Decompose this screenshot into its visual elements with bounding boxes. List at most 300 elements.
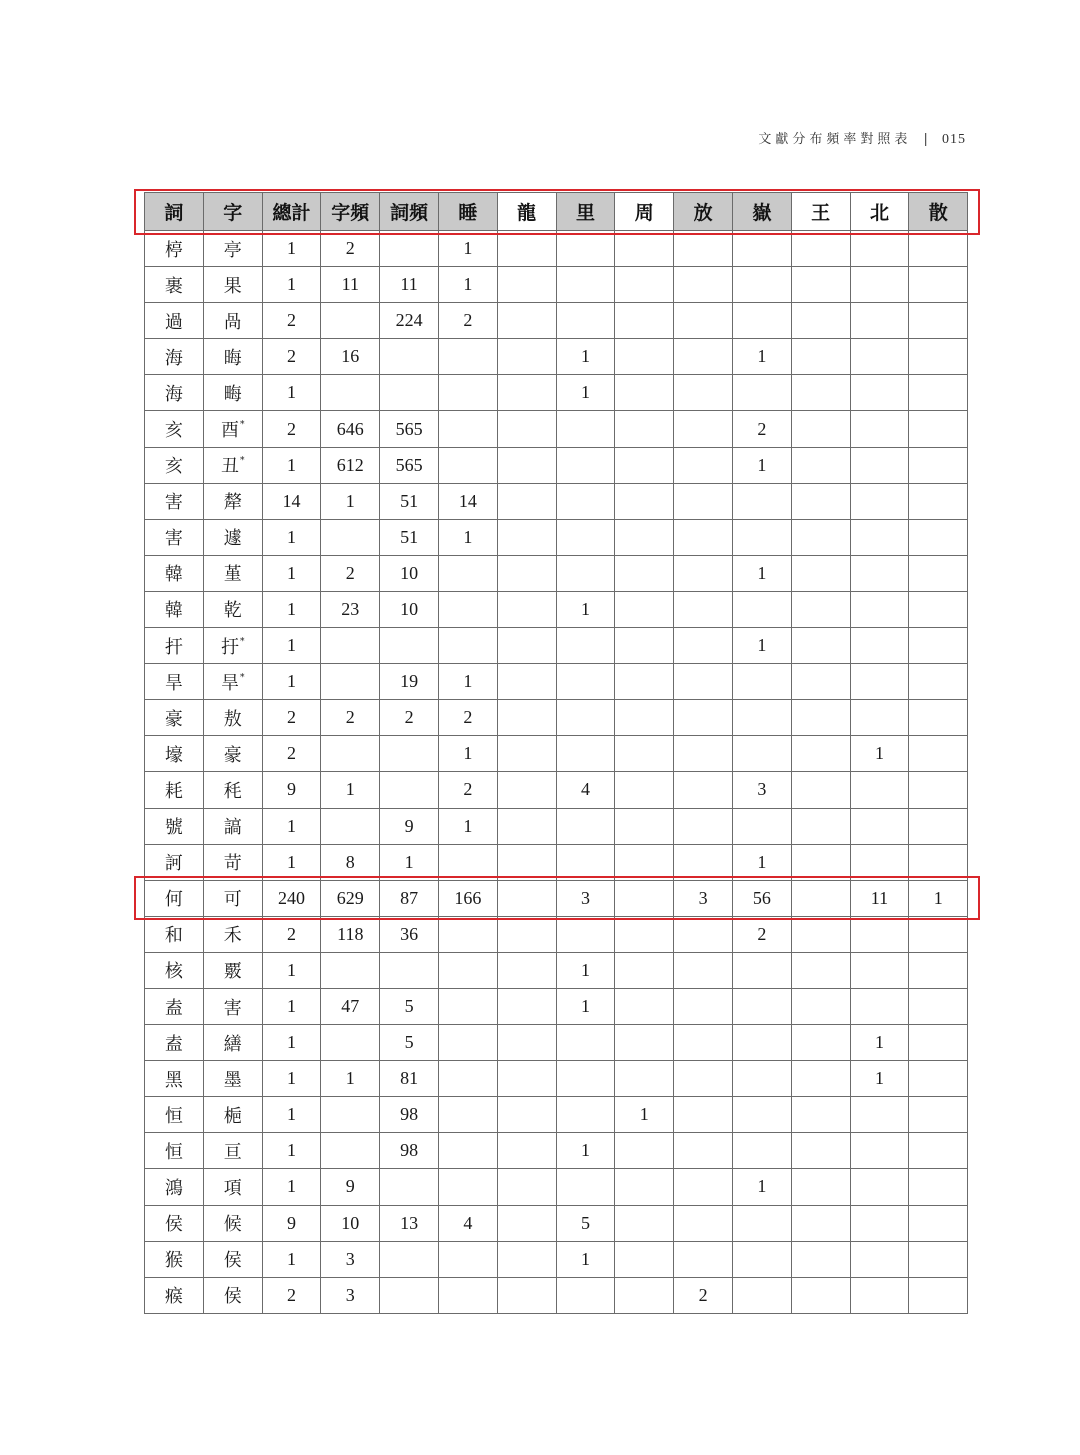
cell-value: 1 bbox=[580, 1248, 590, 1269]
count-cell bbox=[674, 1061, 733, 1097]
count-cell bbox=[262, 664, 321, 700]
cell-value: 猴 bbox=[164, 1250, 183, 1272]
count-cell bbox=[380, 1061, 439, 1097]
count-cell bbox=[615, 736, 674, 772]
char-cell bbox=[203, 231, 262, 267]
count-cell bbox=[674, 1241, 733, 1277]
count-cell bbox=[850, 808, 909, 844]
count-cell bbox=[791, 519, 850, 555]
count-cell bbox=[556, 1097, 615, 1133]
count-cell bbox=[380, 1133, 439, 1169]
word-cell bbox=[145, 1169, 204, 1205]
cell-value: 11 bbox=[870, 887, 889, 908]
footnote-mark: * bbox=[239, 672, 245, 683]
running-head bbox=[758, 128, 966, 148]
cell-value: 1 bbox=[286, 598, 296, 619]
count-cell bbox=[438, 880, 497, 916]
count-cell bbox=[380, 483, 439, 519]
count-cell bbox=[674, 375, 733, 411]
count-cell bbox=[909, 664, 968, 700]
count-cell bbox=[674, 772, 733, 808]
table-row bbox=[145, 1133, 968, 1169]
char-cell bbox=[203, 628, 262, 664]
cell-value: 565 bbox=[395, 418, 423, 439]
count-cell bbox=[791, 267, 850, 303]
table-row bbox=[145, 1025, 968, 1061]
count-cell bbox=[791, 411, 850, 447]
char-cell bbox=[203, 591, 262, 627]
count-cell bbox=[674, 988, 733, 1024]
count-cell bbox=[556, 519, 615, 555]
count-cell bbox=[909, 772, 968, 808]
count-cell bbox=[497, 519, 556, 555]
word-cell bbox=[145, 1241, 204, 1277]
cell-value: 4 bbox=[580, 779, 590, 800]
cell-value: 1 bbox=[580, 996, 590, 1017]
count-cell bbox=[497, 1061, 556, 1097]
count-cell bbox=[850, 628, 909, 664]
count-cell bbox=[380, 988, 439, 1024]
count-cell bbox=[615, 844, 674, 880]
count-cell bbox=[909, 1061, 968, 1097]
cell-value: 壕 bbox=[164, 744, 183, 766]
count-cell bbox=[556, 591, 615, 627]
cell-value: 1 bbox=[286, 454, 296, 475]
count-cell bbox=[909, 916, 968, 952]
count-cell bbox=[262, 772, 321, 808]
cell-value: 韓 bbox=[164, 600, 183, 622]
count-cell bbox=[732, 988, 791, 1024]
count-cell bbox=[321, 844, 380, 880]
count-cell bbox=[909, 1241, 968, 1277]
count-cell bbox=[556, 483, 615, 519]
count-cell bbox=[556, 628, 615, 664]
table-row bbox=[145, 844, 968, 880]
count-cell bbox=[732, 772, 791, 808]
count-cell bbox=[438, 916, 497, 952]
char-cell bbox=[203, 1277, 262, 1313]
cell-value: 10 bbox=[400, 562, 419, 583]
count-cell bbox=[615, 339, 674, 375]
count-cell bbox=[909, 1133, 968, 1169]
count-cell bbox=[321, 736, 380, 772]
char-cell bbox=[203, 267, 262, 303]
count-cell bbox=[850, 736, 909, 772]
cell-value: 恒 bbox=[164, 1141, 183, 1163]
char-cell bbox=[203, 700, 262, 736]
cell-value: 1 bbox=[286, 274, 296, 295]
count-cell bbox=[262, 1169, 321, 1205]
count-cell bbox=[380, 447, 439, 483]
word-cell bbox=[145, 519, 204, 555]
count-cell bbox=[732, 808, 791, 844]
count-cell bbox=[615, 267, 674, 303]
table-row bbox=[145, 1241, 968, 1277]
count-cell bbox=[909, 519, 968, 555]
column-header: 字頻 bbox=[321, 193, 380, 231]
count-cell bbox=[732, 483, 791, 519]
word-cell bbox=[145, 447, 204, 483]
cell-value: 47 bbox=[341, 996, 360, 1017]
count-cell bbox=[380, 555, 439, 591]
table-row bbox=[145, 880, 968, 916]
count-cell bbox=[732, 1097, 791, 1133]
cell-value: 咼 bbox=[223, 311, 242, 333]
char-cell bbox=[203, 339, 262, 375]
table-row bbox=[145, 483, 968, 519]
count-cell bbox=[850, 303, 909, 339]
count-cell bbox=[321, 664, 380, 700]
count-cell bbox=[674, 1133, 733, 1169]
cell-value: 1 bbox=[286, 1140, 296, 1161]
count-cell bbox=[321, 952, 380, 988]
count-cell bbox=[732, 267, 791, 303]
count-cell bbox=[438, 303, 497, 339]
count-cell bbox=[732, 664, 791, 700]
count-cell bbox=[909, 267, 968, 303]
cell-value: 3 bbox=[580, 887, 590, 908]
count-cell bbox=[556, 1277, 615, 1313]
count-cell bbox=[556, 303, 615, 339]
cell-value: 1 bbox=[463, 274, 473, 295]
count-cell bbox=[556, 808, 615, 844]
count-cell bbox=[615, 591, 674, 627]
cell-value: 1 bbox=[580, 346, 590, 367]
count-cell bbox=[438, 1025, 497, 1061]
count-cell bbox=[262, 628, 321, 664]
cell-value: 侯 bbox=[164, 1214, 183, 1236]
cell-value: 3 bbox=[757, 779, 767, 800]
count-cell bbox=[321, 1025, 380, 1061]
cell-value: 候 bbox=[223, 1214, 242, 1236]
cell-value: 亥 bbox=[164, 456, 183, 478]
count-cell bbox=[438, 808, 497, 844]
count-cell bbox=[556, 916, 615, 952]
table-row bbox=[145, 339, 968, 375]
cell-value: 81 bbox=[400, 1068, 419, 1089]
count-cell bbox=[615, 303, 674, 339]
count-cell bbox=[262, 591, 321, 627]
count-cell bbox=[380, 772, 439, 808]
char-cell bbox=[203, 664, 262, 700]
count-cell bbox=[556, 339, 615, 375]
count-cell bbox=[909, 808, 968, 844]
count-cell bbox=[438, 736, 497, 772]
count-cell bbox=[321, 591, 380, 627]
cell-value: 2 bbox=[286, 310, 296, 331]
count-cell bbox=[674, 1025, 733, 1061]
count-cell bbox=[909, 375, 968, 411]
word-cell bbox=[145, 231, 204, 267]
word-cell bbox=[145, 483, 204, 519]
count-cell bbox=[791, 1025, 850, 1061]
cell-value: 646 bbox=[336, 418, 364, 439]
table-row bbox=[145, 952, 968, 988]
cell-value: 1 bbox=[286, 1032, 296, 1053]
cell-value: 可 bbox=[223, 889, 242, 911]
cell-value: 3 bbox=[345, 1284, 355, 1305]
count-cell bbox=[262, 375, 321, 411]
char-cell bbox=[203, 1241, 262, 1277]
count-cell bbox=[556, 1133, 615, 1169]
count-cell bbox=[791, 1061, 850, 1097]
word-cell bbox=[145, 555, 204, 591]
count-cell bbox=[732, 1241, 791, 1277]
char-cell bbox=[203, 303, 262, 339]
count-cell bbox=[674, 628, 733, 664]
count-cell bbox=[615, 375, 674, 411]
count-cell bbox=[497, 1025, 556, 1061]
count-cell bbox=[497, 1241, 556, 1277]
count-cell bbox=[615, 1169, 674, 1205]
cell-value: 2 bbox=[404, 707, 414, 728]
count-cell bbox=[791, 447, 850, 483]
count-cell bbox=[850, 519, 909, 555]
count-cell bbox=[791, 339, 850, 375]
word-cell bbox=[145, 339, 204, 375]
table-row bbox=[145, 411, 968, 447]
count-cell bbox=[556, 988, 615, 1024]
count-cell bbox=[732, 591, 791, 627]
char-cell bbox=[203, 844, 262, 880]
count-cell bbox=[321, 267, 380, 303]
cell-value: 10 bbox=[341, 1212, 360, 1233]
count-cell bbox=[262, 411, 321, 447]
count-cell bbox=[615, 916, 674, 952]
count-cell bbox=[674, 555, 733, 591]
word-cell bbox=[145, 267, 204, 303]
cell-value: 2 bbox=[286, 707, 296, 728]
char-cell bbox=[203, 736, 262, 772]
count-cell bbox=[732, 1061, 791, 1097]
count-cell bbox=[380, 880, 439, 916]
column-header: 王 bbox=[791, 193, 850, 231]
cell-value: 果 bbox=[223, 275, 242, 297]
cell-value: 2 bbox=[286, 923, 296, 944]
count-cell bbox=[438, 483, 497, 519]
table-row bbox=[145, 808, 968, 844]
table-row bbox=[145, 1205, 968, 1241]
count-cell bbox=[262, 519, 321, 555]
count-cell bbox=[321, 808, 380, 844]
cell-value: 98 bbox=[400, 1140, 419, 1161]
cell-value: 16 bbox=[341, 346, 360, 367]
cell-value: 1 bbox=[463, 671, 473, 692]
cell-value: 侯 bbox=[223, 1286, 242, 1308]
count-cell bbox=[556, 736, 615, 772]
cell-value: 2 bbox=[757, 418, 767, 439]
footnote-mark: * bbox=[239, 456, 245, 467]
count-cell bbox=[380, 303, 439, 339]
count-cell bbox=[615, 1241, 674, 1277]
count-cell bbox=[556, 1169, 615, 1205]
count-cell bbox=[556, 880, 615, 916]
count-cell bbox=[380, 844, 439, 880]
count-cell bbox=[732, 952, 791, 988]
count-cell bbox=[262, 447, 321, 483]
table-row bbox=[145, 1277, 968, 1313]
cell-value: 2 bbox=[345, 707, 355, 728]
count-cell bbox=[556, 1025, 615, 1061]
column-header: 字 bbox=[203, 193, 262, 231]
table-row bbox=[145, 375, 968, 411]
count-cell bbox=[909, 231, 968, 267]
count-cell bbox=[556, 664, 615, 700]
count-cell bbox=[850, 1133, 909, 1169]
cell-value: 何 bbox=[164, 889, 183, 911]
count-cell bbox=[791, 700, 850, 736]
cell-value: 9 bbox=[286, 779, 296, 800]
count-cell bbox=[556, 1241, 615, 1277]
column-header: 睡 bbox=[438, 193, 497, 231]
count-cell bbox=[732, 303, 791, 339]
count-cell bbox=[850, 1205, 909, 1241]
count-cell bbox=[909, 303, 968, 339]
cell-value: 1 bbox=[580, 382, 590, 403]
word-cell bbox=[145, 736, 204, 772]
count-cell bbox=[732, 231, 791, 267]
cell-value: 2 bbox=[463, 779, 473, 800]
count-cell bbox=[438, 1097, 497, 1133]
count-cell bbox=[850, 483, 909, 519]
count-cell bbox=[438, 628, 497, 664]
count-cell bbox=[732, 555, 791, 591]
cell-value: 1 bbox=[286, 851, 296, 872]
char-cell bbox=[203, 519, 262, 555]
cell-value: 2 bbox=[345, 562, 355, 583]
cell-value: 4 bbox=[463, 1212, 473, 1233]
count-cell bbox=[556, 952, 615, 988]
count-cell bbox=[262, 1097, 321, 1133]
cell-value: 2 bbox=[286, 1284, 296, 1305]
page-number: 015 bbox=[942, 132, 966, 147]
word-cell bbox=[145, 1061, 204, 1097]
count-cell bbox=[674, 591, 733, 627]
cell-value: 1 bbox=[286, 1104, 296, 1125]
count-cell bbox=[380, 267, 439, 303]
count-cell bbox=[850, 844, 909, 880]
cell-value: 3 bbox=[345, 1248, 355, 1269]
cell-value: 害 bbox=[164, 492, 183, 514]
count-cell bbox=[380, 916, 439, 952]
count-cell bbox=[909, 628, 968, 664]
count-cell bbox=[674, 411, 733, 447]
count-cell bbox=[791, 772, 850, 808]
cell-value: 2 bbox=[286, 743, 296, 764]
count-cell bbox=[321, 1205, 380, 1241]
cell-value: 2 bbox=[286, 346, 296, 367]
count-cell bbox=[791, 844, 850, 880]
count-cell bbox=[497, 375, 556, 411]
cell-value: 240 bbox=[277, 887, 305, 908]
table-row bbox=[145, 1061, 968, 1097]
count-cell bbox=[615, 628, 674, 664]
count-cell bbox=[615, 483, 674, 519]
cell-value: 黑 bbox=[164, 1069, 183, 1091]
count-cell bbox=[556, 844, 615, 880]
count-cell bbox=[674, 231, 733, 267]
count-cell bbox=[732, 339, 791, 375]
count-cell bbox=[497, 555, 556, 591]
table-row bbox=[145, 591, 968, 627]
count-cell bbox=[497, 267, 556, 303]
count-cell bbox=[909, 447, 968, 483]
cell-value: 1 bbox=[286, 959, 296, 980]
cell-value: 5 bbox=[404, 996, 414, 1017]
cell-value: 1 bbox=[286, 635, 296, 656]
cell-value: 堇 bbox=[223, 564, 242, 586]
cell-value: 612 bbox=[336, 454, 364, 475]
cell-value: 2 bbox=[463, 707, 473, 728]
cell-value: 1 bbox=[874, 1032, 884, 1053]
count-cell bbox=[438, 988, 497, 1024]
count-cell bbox=[262, 339, 321, 375]
count-cell bbox=[791, 808, 850, 844]
char-cell bbox=[203, 988, 262, 1024]
count-cell bbox=[497, 483, 556, 519]
word-cell bbox=[145, 952, 204, 988]
cell-value: 過 bbox=[164, 311, 183, 333]
cell-value: 核 bbox=[164, 961, 183, 983]
cell-value: 盍 bbox=[164, 997, 183, 1019]
char-cell bbox=[203, 1061, 262, 1097]
cell-value: 覈 bbox=[223, 961, 242, 983]
count-cell bbox=[556, 555, 615, 591]
count-cell bbox=[615, 880, 674, 916]
cell-value: 1 bbox=[345, 490, 355, 511]
count-cell bbox=[791, 916, 850, 952]
count-cell bbox=[262, 808, 321, 844]
count-cell bbox=[497, 339, 556, 375]
count-cell bbox=[438, 447, 497, 483]
count-cell bbox=[321, 1169, 380, 1205]
cell-value: 害 bbox=[164, 528, 183, 550]
cell-value: 謞 bbox=[223, 817, 242, 839]
count-cell bbox=[497, 1097, 556, 1133]
count-cell bbox=[321, 628, 380, 664]
count-cell bbox=[850, 1025, 909, 1061]
column-header: 嶽 bbox=[732, 193, 791, 231]
cell-value: 1 bbox=[286, 562, 296, 583]
word-cell bbox=[145, 700, 204, 736]
count-cell bbox=[850, 339, 909, 375]
count-cell bbox=[791, 1205, 850, 1241]
cell-value: 1 bbox=[286, 526, 296, 547]
count-cell bbox=[909, 555, 968, 591]
count-cell bbox=[262, 1205, 321, 1241]
count-cell bbox=[380, 1025, 439, 1061]
count-cell bbox=[262, 483, 321, 519]
column-header: 龍 bbox=[497, 193, 556, 231]
cell-value: 1 bbox=[345, 779, 355, 800]
cell-value: 1 bbox=[463, 815, 473, 836]
count-cell bbox=[321, 988, 380, 1024]
count-cell bbox=[380, 1169, 439, 1205]
char-cell bbox=[203, 1097, 262, 1133]
count-cell bbox=[791, 303, 850, 339]
count-cell bbox=[674, 736, 733, 772]
count-cell bbox=[438, 952, 497, 988]
cell-value: 629 bbox=[336, 887, 364, 908]
table-row bbox=[145, 303, 968, 339]
count-cell bbox=[674, 267, 733, 303]
count-cell bbox=[321, 339, 380, 375]
count-cell bbox=[732, 1277, 791, 1313]
count-cell bbox=[262, 1133, 321, 1169]
count-cell bbox=[615, 447, 674, 483]
word-cell bbox=[145, 303, 204, 339]
cell-value: 1 bbox=[757, 851, 767, 872]
